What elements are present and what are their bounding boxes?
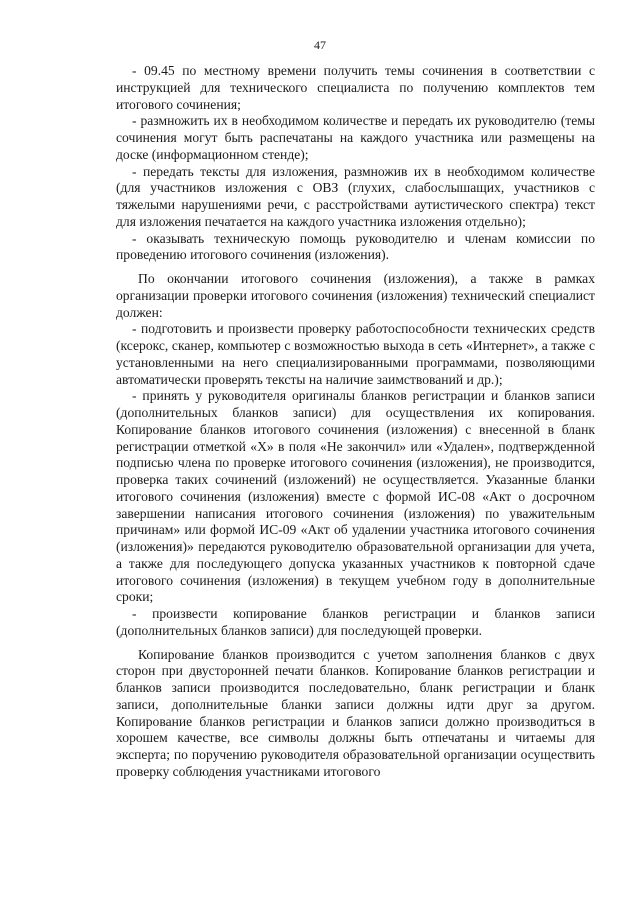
- paragraph-technical-help: - оказывать техническую помощь руководителю и членам комиссии по проведению итогового сочинения (изложения).: [116, 230, 595, 263]
- paragraph-get-topics: - 09.45 по местному времени получить темы сочинения в соответствии с инструкцией для технического специалиста по получению комплектов тем итогового сочинения;: [116, 63, 595, 112]
- paragraph-copy-topics: - размножить их в необходимом количестве и передать их руководителю (темы сочинения могут быть распечатаны на каждого участника или размещены на доске (информационном стенде);: [116, 113, 595, 162]
- paragraph-receive-forms: - принять у руководителя оригиналы бланков регистрации и бланков записи (дополнительных бланков записи) для осуществления их копирования. Копирование бланков итогового сочинения (изложения) с внесенной в бланк регистрации отметкой «Х» в поля «Не закончил» или «Удален», подтвержденной подписью члена по проверке итогового сочинения (изложения), не производится, проверка таких сочинений (изложений) не осуществляется. Указанные бланки итогового сочинения (изложения) вместе с формой ИС-08 «Акт о досрочном завершении написания итогового сочинения (изложения) по уважительным причинам» или формой ИС-09 «Акт об удалении участника итогового сочинения (изложения)» передаются руководителю образовательной организации для учета, а также для последующего допуска указанных участников к повторной сдаче итогового сочинения (изложения) в текущем учебном году в дополнительные сроки;: [116, 388, 595, 605]
- page-number: 47: [314, 38, 326, 52]
- paragraph-after-essay: По окончании итогового сочинения (изложения), а также в рамках организации проверки итогового сочинения (изложения) технический специалист должен:: [116, 271, 595, 320]
- paragraph-pass-texts: - передать тексты для изложения, размножив их в необходимом количестве (для участников изложения с ОВЗ (глухих, слабослышащих, участников с тяжелыми нарушениями речи, с расстройствами аутистического спектра) текст для изложения печатается на каждого участника изложения отдельно);: [116, 163, 595, 229]
- paragraph-copy-rules: Копирование бланков производится с учетом заполнения бланков с двух сторон при двусторонней печати бланков. Копирование бланков регистрации и бланков записи производится последовательно, бланк регистрации и бланк записи, дополнительные бланки записи должны идти друг за другом. Копирование бланков регистрации и бланков записи должно производиться в хорошем качестве, все символы должны быть отпечатаны и читаемы для эксперта; по поручению руководителя образовательной организации осуществить проверку соблюдения участниками итогового: [116, 646, 595, 779]
- document-body: [116, 63, 595, 781]
- paragraph-copy-forms: - произвести копирование бланков регистрации и бланков записи (дополнительных бланков записи) для последующей проверки.: [116, 606, 595, 638]
- paragraph-check-equipment: - подготовить и произвести проверку работоспособности технических средств (ксерокс, сканер, компьютер с возможностью выхода в сеть «Интернет», а также с установленными на него специализированными программами, позволяющими автоматически проверять тексты на наличие заимствований и др.);: [116, 321, 595, 387]
